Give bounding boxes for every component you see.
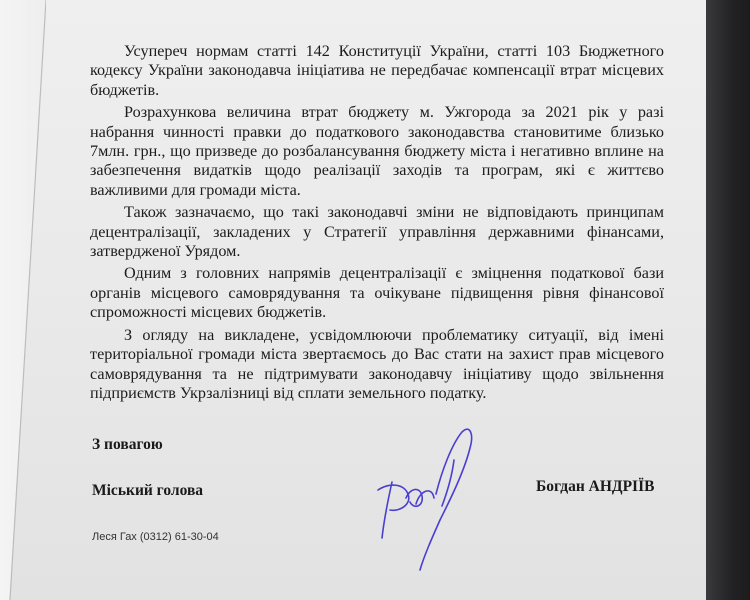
background-surface <box>706 0 750 600</box>
handwritten-signature <box>370 420 490 600</box>
paragraph-constitution: Усупереч нормам статті 142 Конституції України, статті 103 Бюджетного кодексу України законодавча ініціатива не передбачає компенсації втрат місцевих бюджетів. <box>90 42 664 99</box>
paragraph-tax-base: Одним з головних напрямів децентралізації є зміцнення податкової бази органів місцевого самоврядування та очікуване підвищення рівня фінансової спроможності місцевих бюджетів. <box>90 264 664 322</box>
paragraph-request: З огляду на викладене, усвідомлюючи проблематику ситуації, від імені територіальної громади міста звертаємось до Вас стати на захист прав місцевого самоврядування та не підтримувати законодавчу ініціативу щодо звільнення підприємств Укрзалізниці від сплати земельного податку. <box>90 325 664 402</box>
paragraph-decentralization-strategy: Також зазначаємо, що такі законодавчі зміни не відповідають принципам децентралізації, закладених у Стратегії управління державними фінансами, затвердженої Урядом. <box>90 203 664 261</box>
paragraph-budget-losses: Розрахункова величина втрат бюджету м. Ужгорода за 2021 рік у разі набрання чинності правки до податкового законодавства становитиме близько 7млн. грн., що призведе до розбалансування бюджету міста і негативно вплине на забезпечення видатків щодо реалізації заходів та програм, які є життєво важливими для громади міста. <box>90 103 664 199</box>
underlying-sheet <box>0 0 46 600</box>
letter-body <box>90 42 664 406</box>
signer-name: Богдан АНДРІЇВ <box>536 478 655 495</box>
signer-position: Міський голова <box>92 482 204 499</box>
contact-line: Леся Гах (0312) 61-30-04 <box>92 531 219 543</box>
closing-greeting: З повагою <box>92 436 163 453</box>
